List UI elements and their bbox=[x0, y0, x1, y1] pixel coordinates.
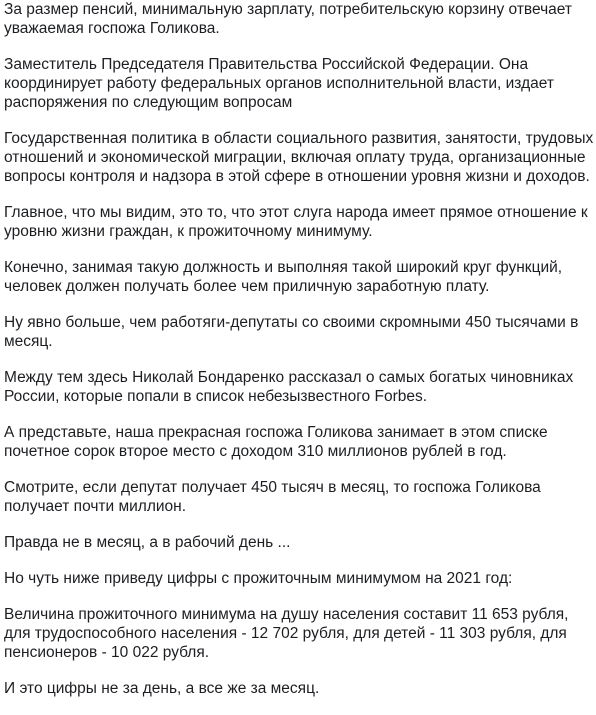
paragraph-9: Смотрите, если депутат получает 450 тысяч в месяц, то госпожа Голикова получает почти миллион. bbox=[4, 479, 541, 515]
paragraph-2: Заместитель Председателя Правительства Российской Федерации. Она координирует работу федеральных органов исполнительной власти, издает распоряжения по следующим вопросам bbox=[4, 56, 554, 111]
paragraph-1: За размер пенсий, минимальную зарплату, потребительскую корзину отвечает уважаемая госпожа Голикова. bbox=[4, 1, 572, 37]
post-body bbox=[4, 0, 594, 715]
paragraph-4: Главное, что мы видим, это то, что этот слуга народа имеет прямое отношение к уровню жизни граждан, к прожиточному минимуму. bbox=[4, 204, 588, 240]
paragraph-10: Правда не в месяц, а в рабочий день ... bbox=[4, 534, 291, 551]
paragraph-13: И это цифры не за день, а все же за месяц. bbox=[4, 680, 320, 697]
paragraph-7: Между тем здесь Николай Бондаренко рассказал о самых богатых чиновниках России, которые попали в список небезызвестного Forbes. bbox=[4, 369, 574, 405]
paragraph-12: Величина прожиточного минимума на душу населения составит 11 653 рубля, для трудоспособного населения - 12 702 рубля, для детей - 11 303 рубля, для пенсионеров - 10 022 рубля. bbox=[4, 606, 569, 661]
paragraph-11: Но чуть ниже приведу цифры с прожиточным минимумом на 2021 год: bbox=[4, 570, 513, 587]
paragraph-3: Государственная политика в области социального развития, занятости, трудовых отношений и экономической миграции, включая оплату труда, организационные вопросы контроля и надзора в этой сфере в отношении уровня жизни и доходов. bbox=[4, 130, 594, 185]
paragraph-6: Ну явно больше, чем работяги-депутаты со своими скромными 450 тысячами в месяц. bbox=[4, 314, 579, 350]
paragraph-5: Конечно, занимая такую должность и выполняя такой широкий круг функций, человек должен получать более чем приличную заработную плату. bbox=[4, 259, 563, 295]
paragraph-8: А представьте, наша прекрасная госпожа Голикова занимает в этом списке почетное сорок второе место с доходом 310 миллионов рублей в год. bbox=[4, 424, 548, 460]
